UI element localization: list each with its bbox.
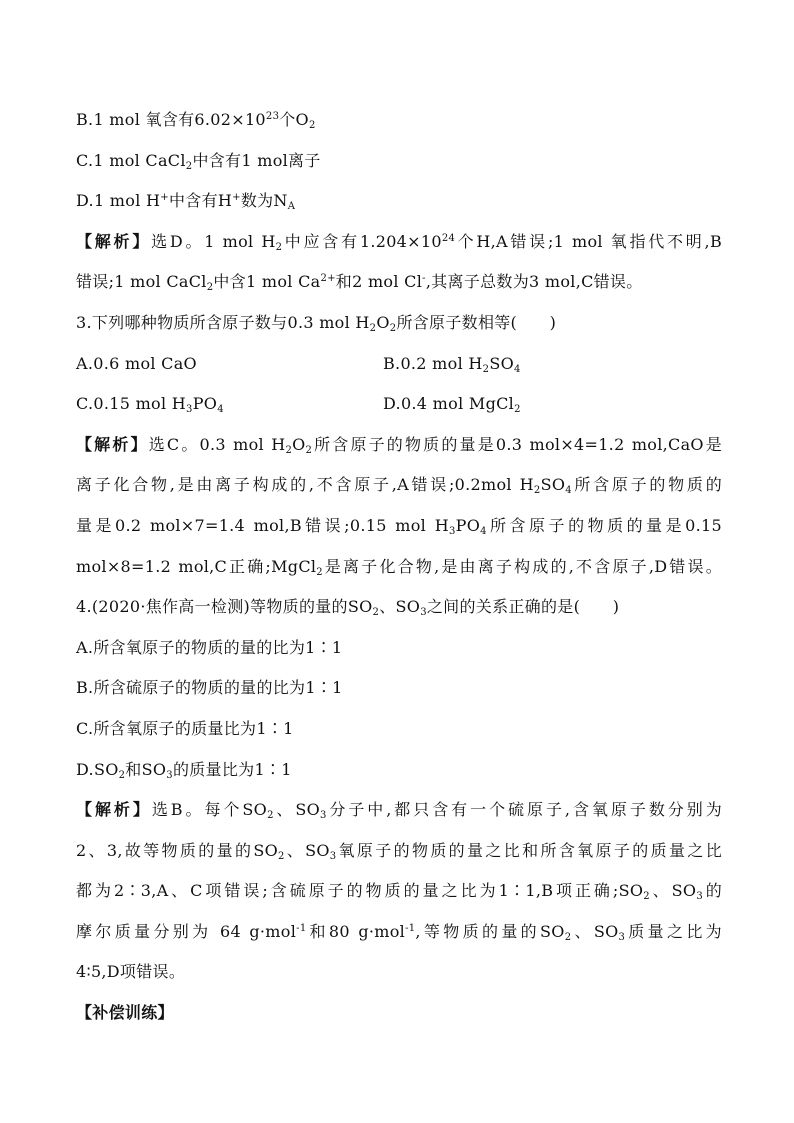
q4-analysis-line-4: 摩尔质量分别为 64 g·mol$^{-1}$和80 g·mol$^{-1}$,等物质的量的$SO_2$、$SO_3$质量之比为: [76, 921, 722, 943]
q2-option-b[interactable]: B.1 mol 氧含有$6.02\times 10^{23}$个$O_2$: [76, 110, 316, 131]
q4-stem: 4.(2020·焦作高一检测)等物质的量的$SO_2$、$SO_3$之间的关系正确的是( ): [76, 597, 620, 619]
q2-analysis-line-2: 错误;1 mol CaCl$_2$中含1 mol $Ca^{2+}$和2 mol Cl-,其离子总数为3 mol,C错误。: [76, 272, 643, 294]
q3-option-a[interactable]: A.0.6 mol CaO: [76, 353, 197, 373]
analysis-tag: 【解析】: [76, 434, 149, 454]
q3-option-d[interactable]: D.0.4 mol MgCl$_2$: [383, 394, 521, 416]
analysis-tag: 【解析】: [76, 800, 152, 820]
q4-analysis-line-1: 【解析】选B。每个$SO_2$、$SO_3$分子中,都只含有一个硫原子,含氧原子数分别为: [76, 800, 722, 822]
q3-analysis-line-1: 【解析】选C。0.3 mol $H_2O_2$所含原子的物质的量是0.3 mol×4=1.2 mol,CaO是: [76, 434, 722, 456]
q4-analysis-line-5: 4∶5,D项错误。: [76, 962, 186, 982]
q4-option-a[interactable]: A.所含氧原子的物质的量的比为1∶1: [76, 637, 343, 657]
q2-analysis-line-1: 【解析】选D。1 mol $H_2$中应含有$1.204\times 10^{24}$个H,A错误;1 mol 氧指代不明,B: [76, 231, 723, 253]
q3-analysis-line-3: 量是0.2 mol×7=1.4 mol,B错误;0.15 mol $H_3PO_4$所含原子的物质的量是0.15: [76, 515, 722, 537]
q3-stem: 3.下列哪种物质所含原子数与0.3 mol $H_2O_2$所含原子数相等( ): [76, 312, 557, 334]
document-page: [76, 100, 722, 1034]
q3-analysis-line-4: mol×8=1.2 mol,C正确;MgCl$_2$是离子化合物,是由离子构成的,不含原子,D错误。: [76, 556, 722, 578]
q4-option-c[interactable]: C.所含氧原子的质量比为1∶1: [76, 718, 294, 738]
q3-options-row-2: [76, 384, 722, 425]
q3-options-row-1: [76, 344, 722, 385]
q4-option-d[interactable]: $D.SO_2$和$SO_3$的质量比为1∶1: [76, 759, 292, 781]
q4-analysis-line-2: 2、3,故等物质的量的$SO_2$、$SO_3$氧原子的物质的量之比和所含氧原子的质量之比: [76, 840, 722, 862]
supplement-heading: 【补偿训练】: [76, 1003, 174, 1023]
q3-analysis-line-2: 离子化合物,是由离子构成的,不含原子,A错误;0.2mol $H_2SO_4$所含原子的物质的: [76, 475, 722, 497]
q4-option-b[interactable]: B.所含硫原子的物质的量的比为1∶1: [76, 678, 343, 698]
analysis-tag: 【解析】: [76, 231, 152, 251]
q2-option-c[interactable]: C.1 mol CaCl$_2$中含有1 mol离子: [76, 150, 321, 172]
q3-option-c[interactable]: C.0.15 mol $H_3PO_4$: [76, 394, 224, 416]
q3-option-b[interactable]: B.0.2 mol $H_2SO_4$: [383, 353, 521, 375]
q4-analysis-line-3: 都为2∶3,A、C项错误;含硫原子的物质的量之比为1∶1,B项正确$;SO_2$、$SO_3$的: [76, 881, 722, 903]
q2-option-d[interactable]: D.1 mol H+中含有H+数为$N_A$: [76, 191, 296, 213]
